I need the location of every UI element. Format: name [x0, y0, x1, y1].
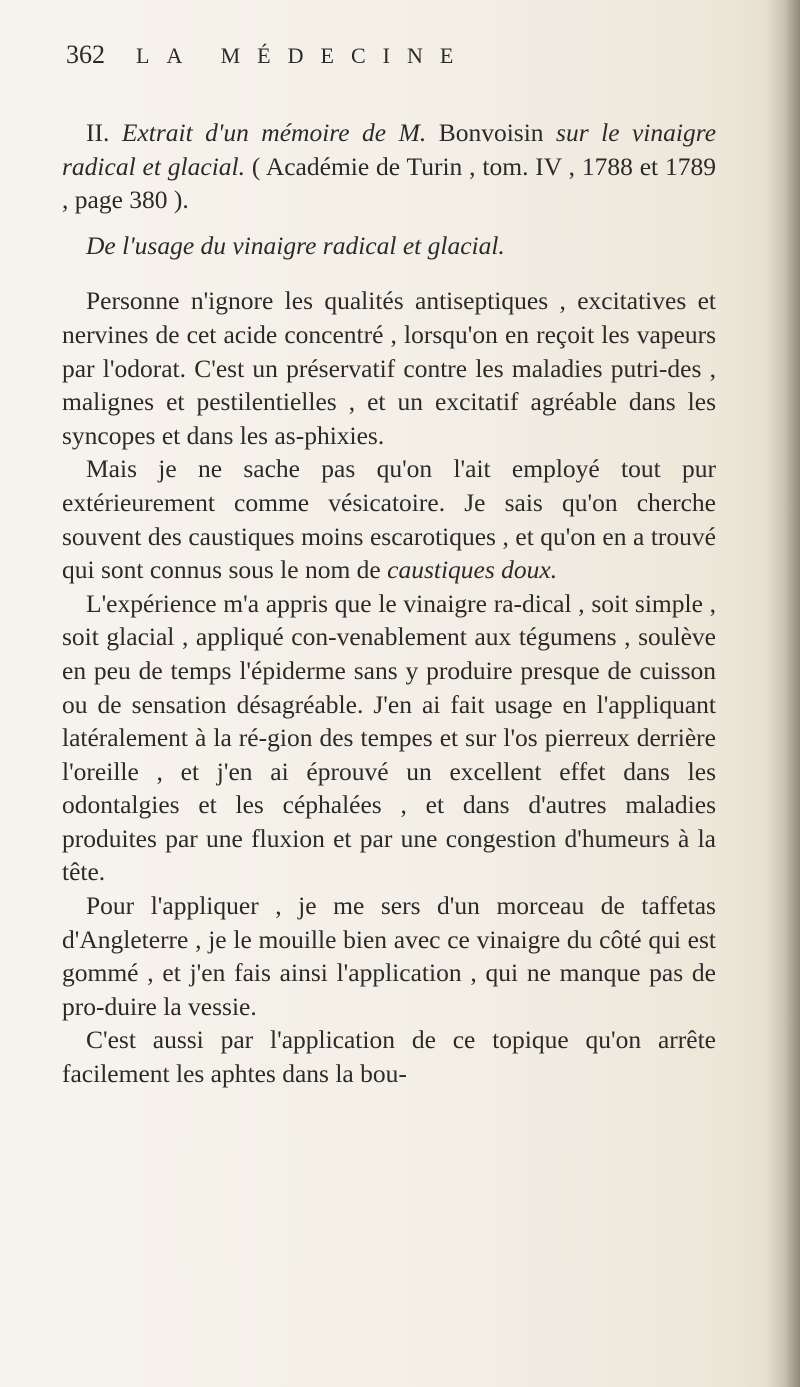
article-heading	[62, 116, 716, 217]
paragraph-3: L'expérience m'a appris que le vinaigre ra-dical , soit simple , soit glacial , appliqué con-venablement aux tégumens , soulève en peu de temps l'épiderme sans y produire presque de cuisson ou de sensation désagréable. J'en ai fait usage en l'appliquant latéralement à la ré-gion des tempes et sur l'os pierreux derrière l'oreille , et j'en ai éprouvé un excellent effet dans les odontalgies et les céphalées , et dans d'autres maladies produites par une fluxion et par une congestion d'humeurs à la tête.	[62, 588, 716, 887]
paragraph-2-text: Mais je ne sache pas qu'on l'ait employé tout pur extérieurement comme vésicatoire. Je sais qu'on cherche souvent des caustiques moins escarotiques , et qu'on en a trouvé qui sont connus sous le nom de	[62, 454, 716, 585]
paragraph-5: C'est aussi par l'application de ce topique qu'on arrête facilement les aphtes dans la bou-	[62, 1025, 716, 1089]
text-block	[62, 116, 716, 1091]
running-head	[66, 40, 706, 84]
heading-source: ( Académie de Turin , tom. IV , 1788 et 1789 , page 380 ).	[62, 151, 717, 215]
heading-title-part-1: Extrait d'un mémoire de M.	[121, 118, 427, 147]
paragraph-4: Pour l'appliquer , je me sers d'un morceau de taffetas d'Angleterre , je le mouille bien avec ce vinaigre du côté qui est gommé , et j'en fais ainsi l'application , qui ne manque pas de pro-duire la vessie.	[62, 891, 716, 1021]
running-title: LA MÉDECINE	[136, 43, 471, 68]
heading-author: Bonvoisin	[438, 118, 544, 147]
paragraph-2	[62, 452, 716, 586]
paragraph-1: Personne n'ignore les qualités antiseptiques , excitatives et nervines de cet acide concentré , lorsqu'on en reçoit les vapeurs par l'odorat. C'est un préservatif contre les maladies putri-des , malignes et pestilentielles , et un excitatif agréable dans les syncopes et dans les as-phixies.	[62, 286, 716, 450]
heading-title-part-2: sur le vinaigre radical et glacial.	[62, 118, 717, 181]
italic-term: caustiques doux.	[387, 555, 558, 585]
page-number: 362	[66, 40, 105, 69]
page-edge-shadow	[766, 0, 800, 1387]
heading-number: II.	[86, 118, 110, 147]
section-title: De l'usage du vinaigre radical et glacial.	[86, 230, 505, 260]
